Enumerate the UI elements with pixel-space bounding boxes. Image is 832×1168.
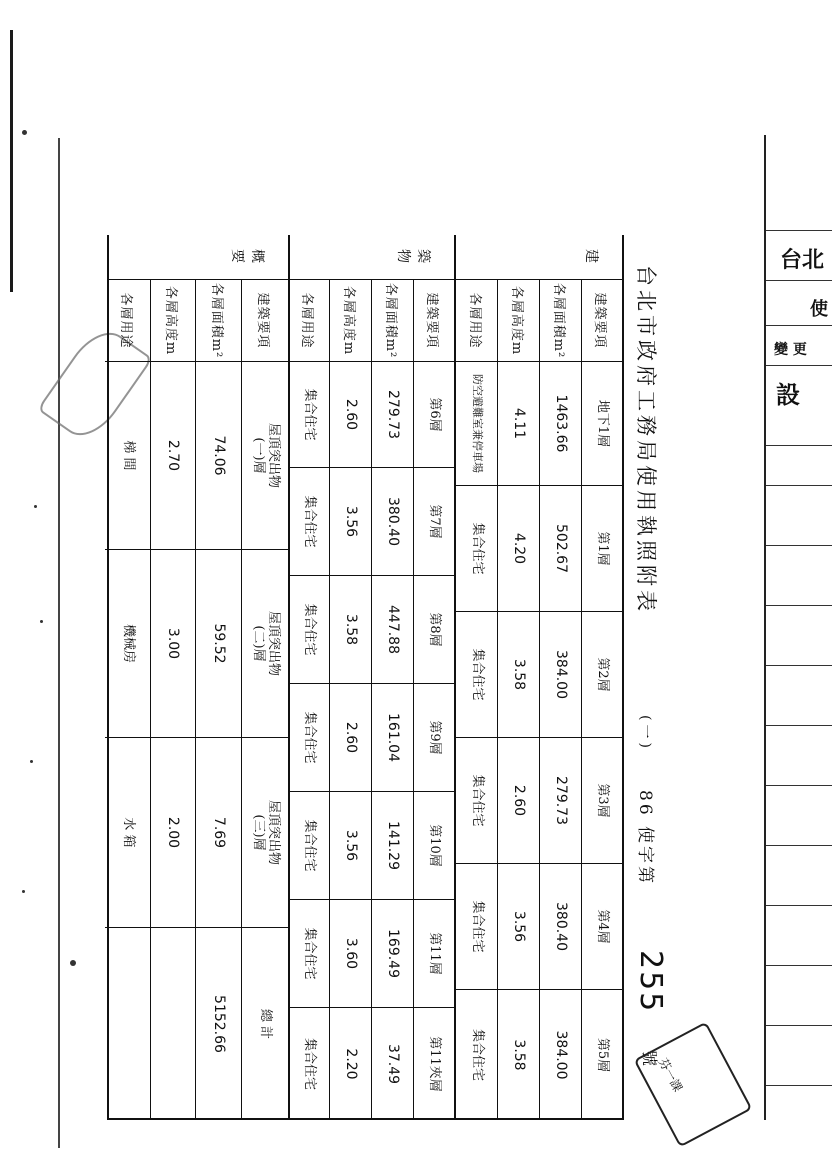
table-cell: 第10層 <box>414 792 454 900</box>
table-cell: 總 計 <box>258 1008 274 1040</box>
row-label: 各層用途 <box>288 280 329 362</box>
table-cell: 4.20 <box>498 486 539 612</box>
table-cell: 集合住宅 <box>456 486 497 612</box>
table-cell: 屋頂突出物(一)層 <box>242 362 288 550</box>
table-cell: 2.60 <box>330 684 371 792</box>
table-cell: 地下1層 <box>582 362 622 486</box>
table-row <box>414 280 454 1120</box>
scan-speck <box>30 760 33 763</box>
table-cell: 3.56 <box>498 864 539 990</box>
table-cell: 74.06 <box>196 362 241 550</box>
table-cell: 37.49 <box>384 1043 401 1085</box>
section-label: 建 <box>456 235 622 280</box>
table-row <box>582 280 622 1120</box>
row-label: 各層面積m² <box>196 280 241 362</box>
table-cell: 1463.66 <box>540 362 581 486</box>
side-sheet-text: 變 更 <box>774 342 807 358</box>
table-cell: 447.88 <box>372 576 413 684</box>
table-cell: 集合住宅 <box>456 738 497 864</box>
scan-speck <box>40 620 43 623</box>
table-cell: 集合住宅 <box>288 362 329 468</box>
scan-speck <box>22 130 27 135</box>
table-cell: 第1層 <box>582 486 622 612</box>
table-cell: 5152.66 <box>210 995 227 1053</box>
section-label: 築 物 <box>290 235 454 280</box>
row-label: 建築要項 <box>582 280 622 362</box>
scan-speck <box>34 505 37 508</box>
table-cell: 502.67 <box>540 486 581 612</box>
row-label: 各層高度m <box>151 280 195 362</box>
table-cell: 141.29 <box>372 792 413 900</box>
row-label: 各層高度m <box>330 280 371 362</box>
table-cell: 機械房 <box>105 550 150 738</box>
table-cell: 2.00 <box>151 738 195 928</box>
table-cell: 3.00 <box>151 550 195 738</box>
table-cell: 279.73 <box>540 738 581 864</box>
row-label: 各層用途 <box>105 280 150 362</box>
table-row <box>196 280 242 1120</box>
permit-suffix: 號 <box>640 1050 659 1071</box>
table-cell: 水 箱 <box>105 738 150 928</box>
permit-prefix: 86 使字第 <box>635 790 655 887</box>
table-row <box>288 280 330 1120</box>
adjacent-sheet <box>764 135 832 1120</box>
table-cell: 3.60 <box>330 900 371 1008</box>
table-cell: 2.60 <box>498 738 539 864</box>
table-cell: 屋頂突出物(二)層 <box>242 550 288 738</box>
table-cell: 3.58 <box>498 612 539 738</box>
table-cell <box>105 928 150 1120</box>
table-section <box>456 235 622 1120</box>
table-cell: 3.58 <box>330 576 371 684</box>
table-row <box>498 280 540 1120</box>
table-cell: 集合住宅 <box>456 864 497 990</box>
row-label: 建築要項 <box>414 280 454 362</box>
table-cell: 第11層 <box>414 900 454 1008</box>
table-cell: 第5層 <box>595 1037 611 1073</box>
table-cell: 380.40 <box>540 864 581 990</box>
table-cell: 380.40 <box>372 468 413 576</box>
table-cell: 3.56 <box>330 792 371 900</box>
table-cell: 第9層 <box>414 684 454 792</box>
table-cell: 第6層 <box>414 362 454 468</box>
table-cell: 防空避難室兼停車場 <box>456 362 497 486</box>
side-sheet-text: 使 <box>810 299 828 320</box>
table-row <box>372 280 414 1120</box>
table-cell: 集合住宅 <box>456 612 497 738</box>
table-cell: 3.56 <box>330 468 371 576</box>
table-cell: 59.52 <box>196 550 241 738</box>
table-cell: 384.00 <box>540 612 581 738</box>
table-cell: 7.69 <box>196 738 241 928</box>
table-cell: 第8層 <box>414 576 454 684</box>
table-cell: 169.49 <box>372 900 413 1008</box>
table-cell: 第4層 <box>582 864 622 990</box>
table-cell: 集合住宅 <box>288 468 329 576</box>
row-label: 各層面積m² <box>372 280 413 362</box>
table-cell <box>151 928 195 1120</box>
scan-speck <box>22 890 25 893</box>
table-cell: 2.20 <box>342 1048 359 1080</box>
table-cell: 集合住宅 <box>301 1037 317 1090</box>
building-summary-table <box>107 235 622 1120</box>
stamp-text: 芬一課 <box>655 1055 686 1095</box>
section-label: 概 要 <box>107 235 288 280</box>
form-title: 台北市政府工務局使用執照附表 <box>634 265 658 615</box>
table-cell: 2.70 <box>151 362 195 550</box>
table-section <box>107 235 290 1120</box>
table-cell: 集合住宅 <box>469 1028 485 1081</box>
table-row <box>456 280 498 1120</box>
side-sheet-title: 台北 <box>780 247 825 273</box>
permit-attachment-form <box>107 235 672 1120</box>
table-cell: 集合住宅 <box>288 792 329 900</box>
table-row <box>330 280 372 1120</box>
table-cell: 3.58 <box>510 1039 527 1071</box>
page-left-edge <box>58 138 60 1148</box>
table-row <box>105 280 151 1120</box>
table-cell: 第3層 <box>582 738 622 864</box>
row-label: 各層用途 <box>456 280 497 362</box>
table-number: (一) <box>637 715 653 752</box>
permit-number: 255 <box>633 950 668 1014</box>
form-header <box>622 235 672 1120</box>
table-cell: 384.00 <box>552 1030 569 1080</box>
table-section <box>290 235 456 1120</box>
table-cell: 集合住宅 <box>288 576 329 684</box>
table-cell: 集合住宅 <box>288 684 329 792</box>
table-cell: 4.11 <box>498 362 539 486</box>
row-label: 各層面積m² <box>540 280 581 362</box>
table-cell: 集合住宅 <box>288 900 329 1008</box>
table-row <box>540 280 582 1120</box>
row-label: 各層高度m <box>498 280 539 362</box>
table-cell: 第11夾層 <box>427 1036 443 1092</box>
table-cell: 279.73 <box>372 362 413 468</box>
table-cell: 屋頂突出物(三)層 <box>242 738 288 928</box>
table-cell: 2.60 <box>330 362 371 468</box>
side-sheet-text: 設 <box>776 380 800 409</box>
scan-edge-line <box>10 30 13 292</box>
table-cell: 第2層 <box>582 612 622 738</box>
row-label: 建築要項 <box>242 280 288 362</box>
table-cell: 161.04 <box>372 684 413 792</box>
table-row <box>242 280 288 1120</box>
table-cell: 第7層 <box>414 468 454 576</box>
table-cell: 梯 間 <box>105 362 150 550</box>
table-row <box>151 280 196 1120</box>
scan-speck <box>70 960 76 966</box>
